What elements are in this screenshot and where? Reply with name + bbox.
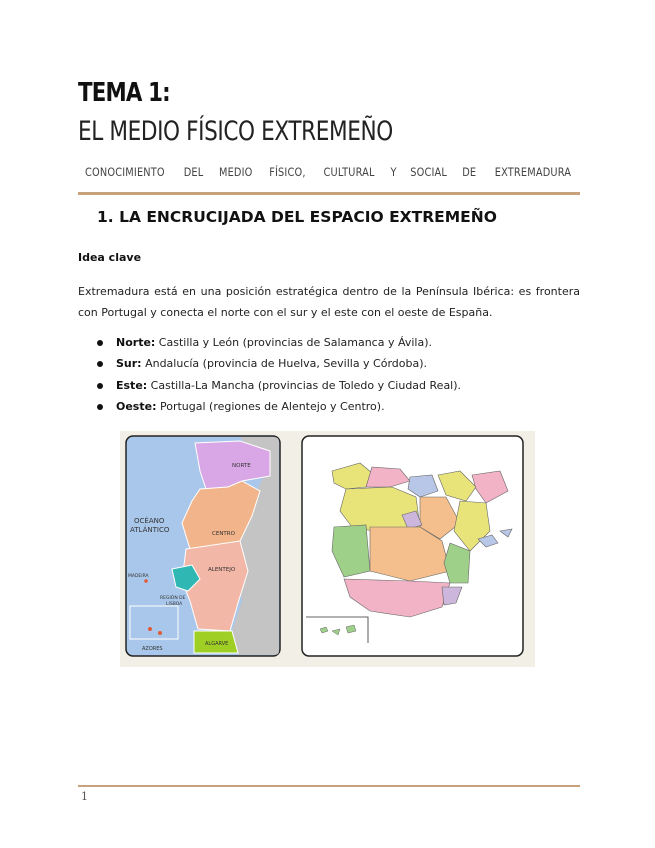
- maps-figure: [120, 431, 535, 667]
- subtitle-word: FÍSICO,: [269, 165, 306, 179]
- map-label-madeira: MADEIRA: [128, 574, 149, 579]
- bullet-text: Portugal (regiones de Alentejo y Centro).: [156, 399, 385, 413]
- island-marker: [144, 579, 148, 583]
- bullet-text: Castilla-La Mancha (provincias de Toledo y Ciudad Real).: [147, 378, 462, 392]
- map-label-lisboa: REGIÓN DE: [160, 596, 186, 601]
- map-label-lisboa: LISBOA: [166, 602, 183, 607]
- subtitle-word: CONOCIMIENTO: [85, 165, 165, 179]
- bullet-label: Norte:: [116, 336, 156, 349]
- map-label-ocean: OCÉANO: [134, 517, 165, 525]
- subtitle: [78, 165, 578, 179]
- map-label-azores: AZORES: [142, 646, 163, 652]
- key-idea-label: Idea clave: [78, 251, 142, 264]
- bullet-label: Este:: [116, 378, 148, 392]
- border-list: [78, 332, 578, 417]
- bullet-text: Castilla y León (provincias de Salamanca y Ávila).: [155, 336, 432, 349]
- footer-divider: [78, 785, 580, 787]
- list-item: [78, 332, 578, 353]
- map-label-alentejo: ALENTEJO: [208, 567, 236, 573]
- map-label-algarve: ALGARVE: [205, 641, 229, 647]
- list-item: [78, 375, 578, 396]
- page-title: EL MEDIO FÍSICO EXTREMEÑO: [78, 116, 393, 147]
- section-heading: 1. LA ENCRUCIJADA DEL ESPACIO EXTREMEÑO: [97, 208, 497, 226]
- map-label-norte: NORTE: [232, 463, 251, 469]
- subtitle-word: SOCIAL: [410, 165, 448, 179]
- spain-map: [302, 436, 523, 656]
- maps-svg: [120, 431, 535, 667]
- subtitle-word: Y: [390, 165, 397, 179]
- subtitle-word: DEL: [184, 165, 204, 179]
- subtitle-word: DE: [462, 165, 477, 179]
- header-divider: [78, 192, 580, 195]
- subtitle-word: MEDIO: [218, 165, 253, 179]
- subtitle-word: EXTREMADURA: [494, 165, 572, 179]
- bullet-label: Oeste:: [116, 399, 157, 413]
- intro-paragraph: Extremadura está en una posición estratégica dentro de la Península Ibérica: es frontera con Portugal y conecta el norte con el sur y el este con el oeste de España.: [78, 285, 580, 319]
- bullet-label: Sur:: [116, 357, 142, 371]
- bullet-text: Andalucía (provincia de Huelva, Sevilla y Córdoba).: [141, 357, 428, 371]
- map-label-centro: CENTRO: [212, 531, 235, 537]
- list-item: [78, 353, 578, 374]
- map-label-ocean: ATLÁNTICO: [130, 526, 170, 534]
- page-number: 1: [81, 790, 88, 803]
- subtitle-word: CULTURAL: [323, 165, 375, 179]
- list-item: [78, 396, 578, 417]
- portugal-map: [126, 436, 280, 656]
- island-marker: [148, 627, 152, 631]
- theme-number: TEMA 1:: [78, 78, 170, 108]
- island-marker: [158, 631, 162, 635]
